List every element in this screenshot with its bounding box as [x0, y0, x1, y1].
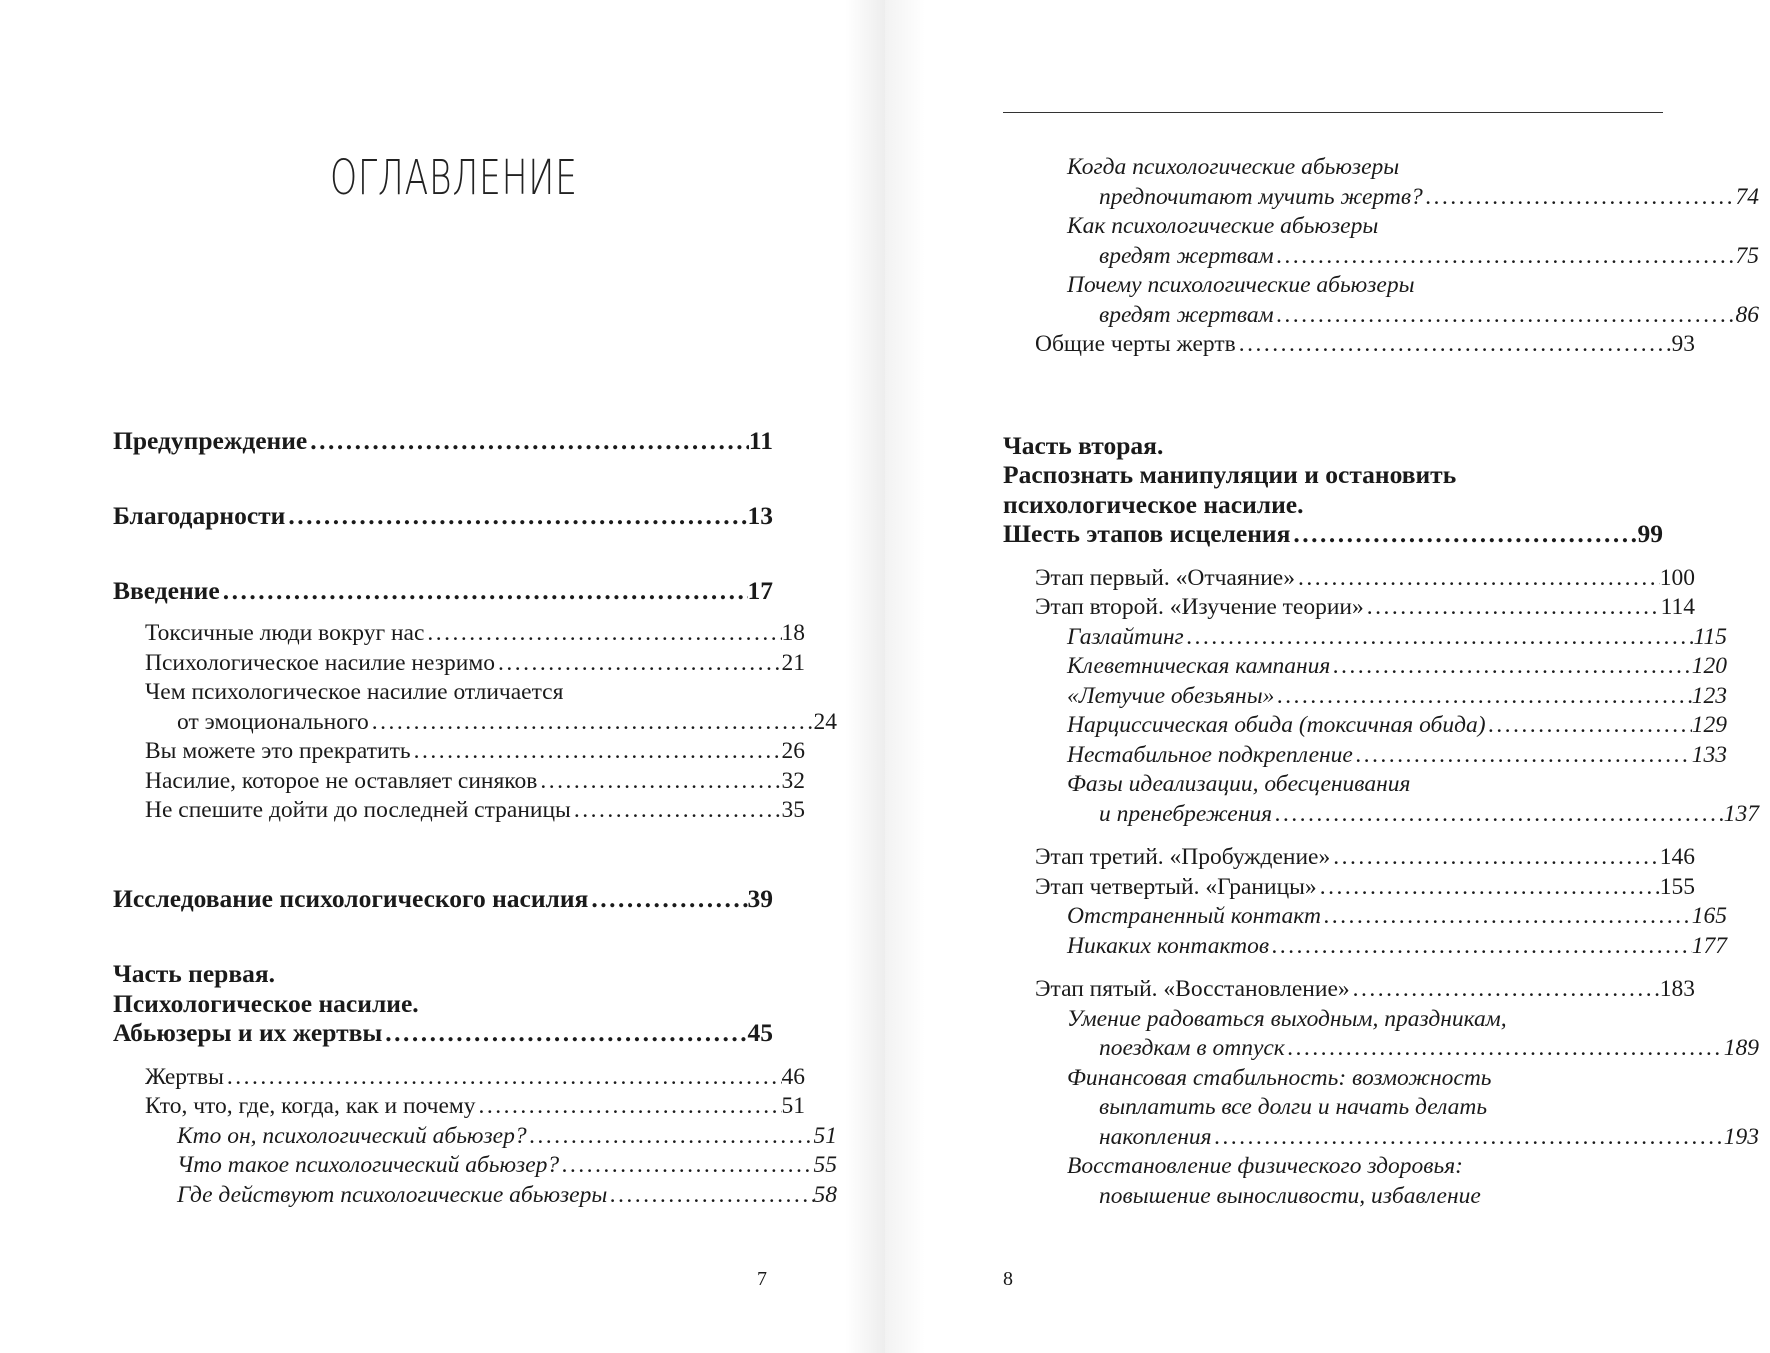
- toc-entry: Этап первый. «Отчаяние» ..... 100: [1003, 563, 1695, 593]
- toc-entry: Нарциссическая обида (токсичная обида) ..... 129: [1003, 710, 1727, 740]
- toc-entry: Этап пятый. «Восстановление» ..... 183: [1003, 974, 1695, 1004]
- toc-entry: повышение выносливости, избавление: [1099, 1183, 1481, 1209]
- toc-entry: Этап второй. «Изучение теории» ..... 114: [1003, 592, 1695, 622]
- toc-entry: Часть первая.: [113, 959, 276, 988]
- toc-entry: от эмоционального ..... 24: [113, 707, 837, 737]
- toc-entry: Восстановление физического здоровья:: [1067, 1153, 1463, 1179]
- toc-entry: Не спешите дойти до последней страницы ..... 35: [113, 795, 805, 825]
- toc-entry: Благодарности ..... 13: [113, 501, 773, 531]
- gutter-shadow: [845, 0, 885, 1353]
- toc-entry: Абьюзеры и их жертвы ..... 45: [113, 1018, 773, 1048]
- toc-entry: Введение ..... 17: [113, 576, 773, 606]
- toc-entry: Почему психологические абьюзеры: [1067, 272, 1415, 298]
- toc-entry: Этап третий. «Пробуждение» ..... 146: [1003, 842, 1695, 872]
- toc-entry: Чем психологическое насилие отличается: [145, 679, 564, 705]
- toc-entry: Газлайтинг ..... 115: [1003, 622, 1727, 652]
- toc-entry: психологическое насилие.: [1003, 490, 1304, 519]
- toc-entry: Клеветническая кампания ..... 120: [1003, 651, 1727, 681]
- toc-entry: Токсичные люди вокруг нас ..... 18: [113, 618, 805, 648]
- toc-entry: Где действуют психологические абьюзеры ..... 58: [113, 1180, 837, 1210]
- toc-entry: Умение радоваться выходным, праздникам,: [1067, 1006, 1507, 1032]
- toc-entry: Финансовая стабильность: возможность: [1067, 1065, 1492, 1091]
- toc-entry: Предупреждение ..... 11: [113, 426, 773, 456]
- toc-entry: Отстраненный контакт ..... 165: [1003, 901, 1727, 931]
- toc-entry: Когда психологические абьюзеры: [1067, 154, 1400, 180]
- toc-entry: Вы можете это прекратить ..... 26: [113, 736, 805, 766]
- gutter-shadow: [885, 0, 925, 1353]
- toc-entry: предпочитают мучить жертв? ..... 74: [1003, 182, 1759, 212]
- toc-entry: Исследование психологического насилия ..... 39: [113, 884, 773, 914]
- toc-title: ОГЛАВЛЕНИЕ: [330, 150, 578, 206]
- toc-entry: Часть вторая.: [1003, 431, 1164, 460]
- toc-entry: Кто, что, где, когда, как и почему ..... 51: [113, 1091, 805, 1121]
- toc-entry: Фазы идеализации, обесценивания: [1067, 771, 1411, 797]
- toc-entry: Что такое психологический абьюзер? ..... 55: [113, 1150, 837, 1180]
- toc-entry: Никаких контактов ..... 177: [1003, 931, 1727, 961]
- toc-entry: вредят жертвам ..... 75: [1003, 241, 1759, 271]
- toc-entry: Шесть этапов исцеления ..... 99: [1003, 519, 1663, 549]
- toc-entry: Распознать манипуляции и остановить: [1003, 460, 1457, 489]
- toc-entry: поездкам в отпуск ..... 189: [1003, 1033, 1759, 1063]
- page-number: 7: [757, 1268, 767, 1290]
- toc-entry: накопления ..... 193: [1003, 1122, 1759, 1152]
- toc-entry: «Летучие обезьяны» ..... 123: [1003, 681, 1727, 711]
- toc-entry: и пренебрежения ..... 137: [1003, 799, 1759, 829]
- toc-entry: Психологическое насилие незримо ..... 21: [113, 648, 805, 678]
- toc-entry: Как психологические абьюзеры: [1067, 213, 1379, 239]
- toc-entry: Кто он, психологический абьюзер? ..... 51: [113, 1121, 837, 1151]
- toc-entry: Насилие, которое не оставляет синяков ..... 32: [113, 766, 805, 796]
- toc-entry: Жертвы ..... 46: [113, 1062, 805, 1092]
- toc-entry: Общие черты жертв ..... 93: [1003, 329, 1695, 359]
- toc-entry: выплатить все долги и начать делать: [1099, 1094, 1488, 1120]
- toc-entry: Психологическое насилие.: [113, 989, 419, 1018]
- right-page: [885, 0, 1770, 1353]
- toc-entry: вредят жертвам ..... 86: [1003, 300, 1759, 330]
- page-number: 8: [1003, 1268, 1013, 1290]
- toc-entry: Нестабильное подкрепление ..... 133: [1003, 740, 1727, 770]
- toc-entry: Этап четвертый. «Границы» ..... 155: [1003, 872, 1695, 902]
- header-rule: [1003, 112, 1663, 113]
